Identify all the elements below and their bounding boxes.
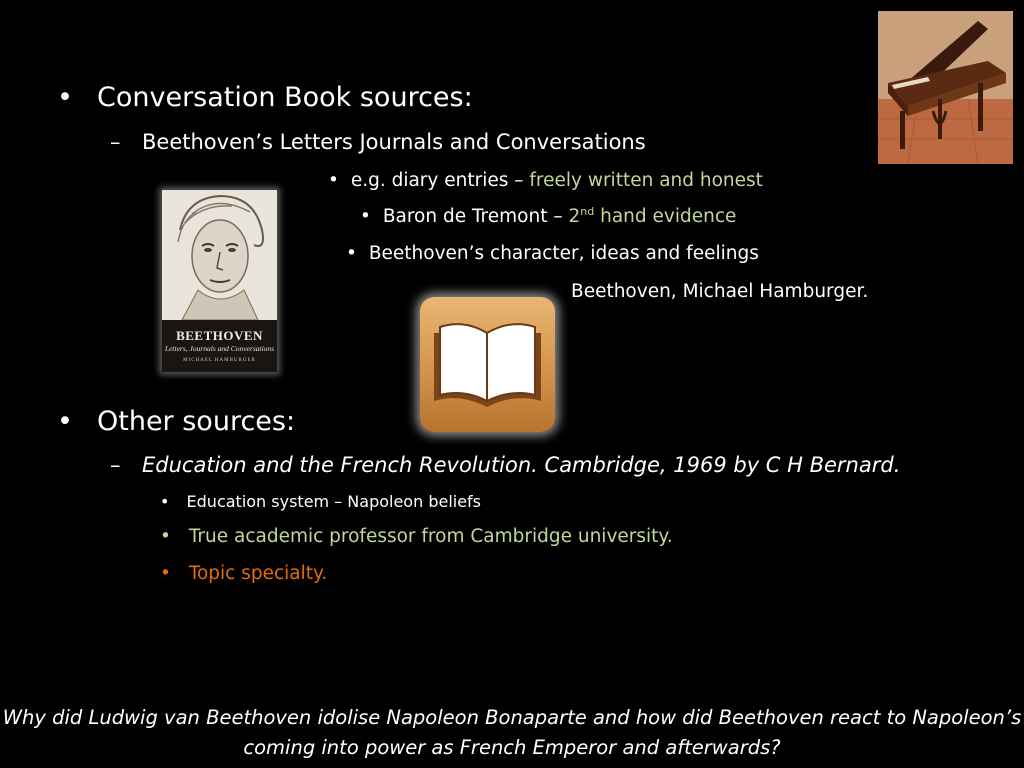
- list-bullet: •: [160, 563, 171, 584]
- section1-item-character-text: Beethoven’s character, ideas and feelings: [368, 243, 759, 264]
- open-book-icon: [420, 297, 555, 432]
- section2-item-education-text: Education system – Napoleon beliefs: [186, 492, 482, 511]
- section1-subtitle: Beethoven’s Letters Journals and Conversations: [142, 130, 646, 154]
- list-bullet: •: [160, 526, 171, 547]
- section2-item-education: [160, 492, 481, 511]
- section1-item-tremont-sup: nd: [580, 204, 595, 218]
- section1-dash: –: [110, 130, 121, 154]
- section1-title: Conversation Book sources:: [97, 82, 473, 113]
- cover-subtitle: Letters, Journals and Conversations: [164, 344, 275, 353]
- section1-item-diary: [328, 170, 763, 191]
- research-question: Why did Ludwig van Beethoven idolise Napoleon Bonaparte and how did Beethoven react to Napoleon’s coming into power as French Emperor and afterwards?: [2, 706, 1022, 759]
- section1-item-diary-highlight: freely written and honest: [529, 170, 763, 191]
- section1-item-diary-prefix: e.g. diary entries –: [350, 170, 530, 191]
- section1-item-tremont: [360, 206, 736, 227]
- cover-author: MICHAEL HAMBURGER: [183, 358, 256, 363]
- cover-title: BEETHOVEN: [176, 328, 263, 343]
- list-bullet: •: [328, 170, 339, 191]
- section2-item-specialty-text: Topic specialty.: [188, 563, 328, 584]
- section1-bullet: •: [57, 82, 73, 113]
- section1-citation: Beethoven, Michael Hamburger.: [571, 281, 869, 302]
- section2-title: Other sources:: [97, 406, 296, 437]
- section2-bullet: •: [57, 406, 73, 437]
- list-bullet: •: [346, 243, 357, 264]
- book-cover-image: [162, 190, 277, 372]
- section1-item-tremont-num: 2: [568, 206, 581, 227]
- section2-item-professor: [160, 526, 673, 547]
- list-bullet: •: [360, 206, 371, 227]
- section2-item-specialty: [160, 563, 327, 584]
- portrait-sketch-icon: [162, 190, 277, 320]
- piano-image: [878, 11, 1013, 164]
- section2-item-professor-text: True academic professor from Cambridge university.: [188, 526, 673, 547]
- section1-item-character: [346, 243, 759, 264]
- list-bullet: •: [160, 492, 170, 511]
- section2-dash: –: [110, 453, 121, 477]
- section1-item-tremont-rest: hand evidence: [594, 206, 737, 227]
- section2-subtitle: Education and the French Revolution. Cambridge, 1969 by C H Bernard.: [142, 453, 901, 477]
- section1-item-tremont-prefix: Baron de Tremont –: [382, 206, 569, 227]
